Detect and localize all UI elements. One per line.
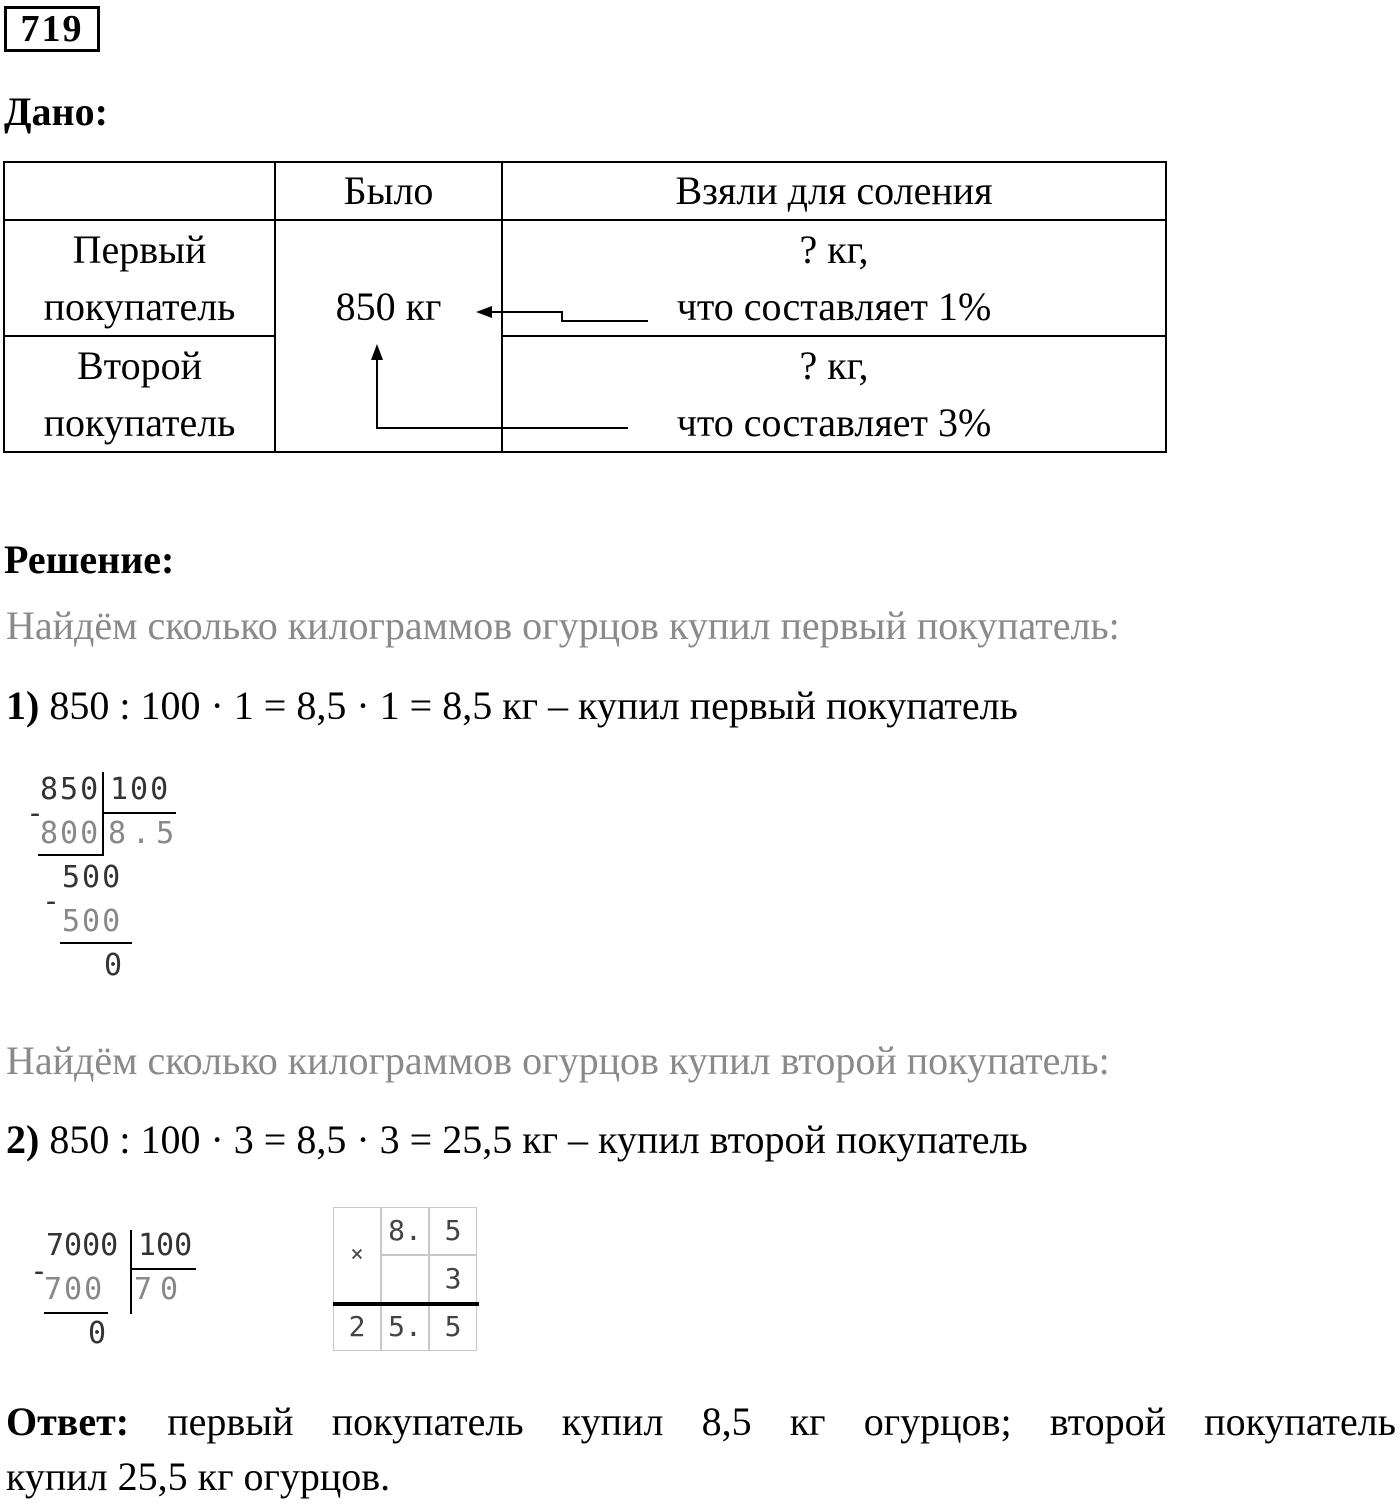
row1-label-line2: покупатель xyxy=(43,284,236,329)
div1-minus-2: - xyxy=(42,884,63,919)
div2-quotient-line xyxy=(132,1268,196,1270)
div1-quotient: 8.5 xyxy=(108,816,181,851)
div2-subtrahend: 700 xyxy=(44,1272,105,1307)
step-1 xyxy=(6,683,1018,729)
div1-vertical-line xyxy=(102,772,104,856)
div1-remainder-1: 500 xyxy=(62,860,123,895)
mult-b: 3 xyxy=(429,1255,477,1303)
step-1-text: 850 : 100 · 1 = 8,5 · 1 = 8,5 кг – купил первый покупатель xyxy=(39,683,1018,728)
header-was: Было xyxy=(275,162,502,220)
div2-divisor: 100 xyxy=(138,1228,193,1263)
div1-quotient-line xyxy=(104,812,176,814)
div2-vertical-line xyxy=(130,1230,132,1314)
div1-minus-1: - xyxy=(26,796,47,831)
row2-taken-line2: что составляет 3% xyxy=(676,400,992,445)
div2-dividend: 7000 xyxy=(46,1228,119,1263)
hint-first-buyer: Найдём сколько килограммов огурцов купил первый покупатель: xyxy=(6,603,1120,648)
div2-quotient: 70 xyxy=(134,1272,187,1307)
mult-r1: 2 xyxy=(333,1303,381,1351)
step-1-number: 1) xyxy=(6,683,40,728)
div1-subtrahend-1: 800 xyxy=(40,816,101,851)
was-value: 850 кг xyxy=(335,284,442,329)
mult-sign: × xyxy=(333,1207,381,1303)
arrowhead-up-icon xyxy=(371,344,383,360)
answer-label: Ответ: xyxy=(6,1399,130,1444)
row2-label-line1: Второй xyxy=(76,343,203,388)
mult-empty-cell xyxy=(381,1255,429,1303)
mult-r3: 5 xyxy=(429,1303,477,1351)
row2-taken-line1: ? кг, xyxy=(799,343,869,388)
arrows-overlay xyxy=(0,0,1400,480)
div1-dividend: 850 xyxy=(40,772,101,807)
div1-sub1-line xyxy=(38,854,104,856)
answer-text-1: первый покупатель купил 8,5 кг огурцов; второй покупатель xyxy=(129,1399,1396,1444)
answer-line-1 xyxy=(6,1395,1396,1449)
answer-line-2: купил 25,5 кг огурцов. xyxy=(6,1454,391,1499)
div1-subtrahend-2: 500 xyxy=(62,904,123,939)
row1-label-line1: Первый xyxy=(72,227,207,272)
mult-a2: 5 xyxy=(429,1207,477,1255)
row1-taken-line2: что составляет 1% xyxy=(676,284,992,329)
step-2 xyxy=(6,1117,1028,1163)
hint-second-buyer: Найдём сколько килограммов огурцов купил второй покупатель: xyxy=(6,1038,1110,1083)
solution-heading: Решение: xyxy=(4,537,175,582)
div2-sub-line xyxy=(44,1312,108,1314)
div2-minus: - xyxy=(30,1254,51,1289)
div1-divisor: 100 xyxy=(110,772,171,807)
header-taken: Взяли для соления xyxy=(502,162,1166,220)
row1-taken-line1: ? кг, xyxy=(799,227,869,272)
mult-r2: 5. xyxy=(381,1303,429,1351)
mult-a1: 8. xyxy=(381,1207,429,1255)
given-heading: Дано: xyxy=(4,89,108,134)
arrow-second-buyer xyxy=(377,358,628,428)
row2-label-line2: покупатель xyxy=(43,400,236,445)
arrowhead-left-icon xyxy=(476,306,492,318)
arrow-first-buyer xyxy=(488,312,648,321)
problem-number: 719 xyxy=(4,6,100,52)
step-2-text: 850 : 100 · 3 = 8,5 · 3 = 25,5 кг – купил второй покупатель xyxy=(39,1117,1028,1162)
mult-result-line xyxy=(333,1302,479,1306)
div1-sub2-line xyxy=(60,942,132,944)
div1-remainder-2: 0 xyxy=(104,948,125,983)
div2-remainder: 0 xyxy=(88,1316,109,1351)
step-2-number: 2) xyxy=(6,1117,40,1162)
